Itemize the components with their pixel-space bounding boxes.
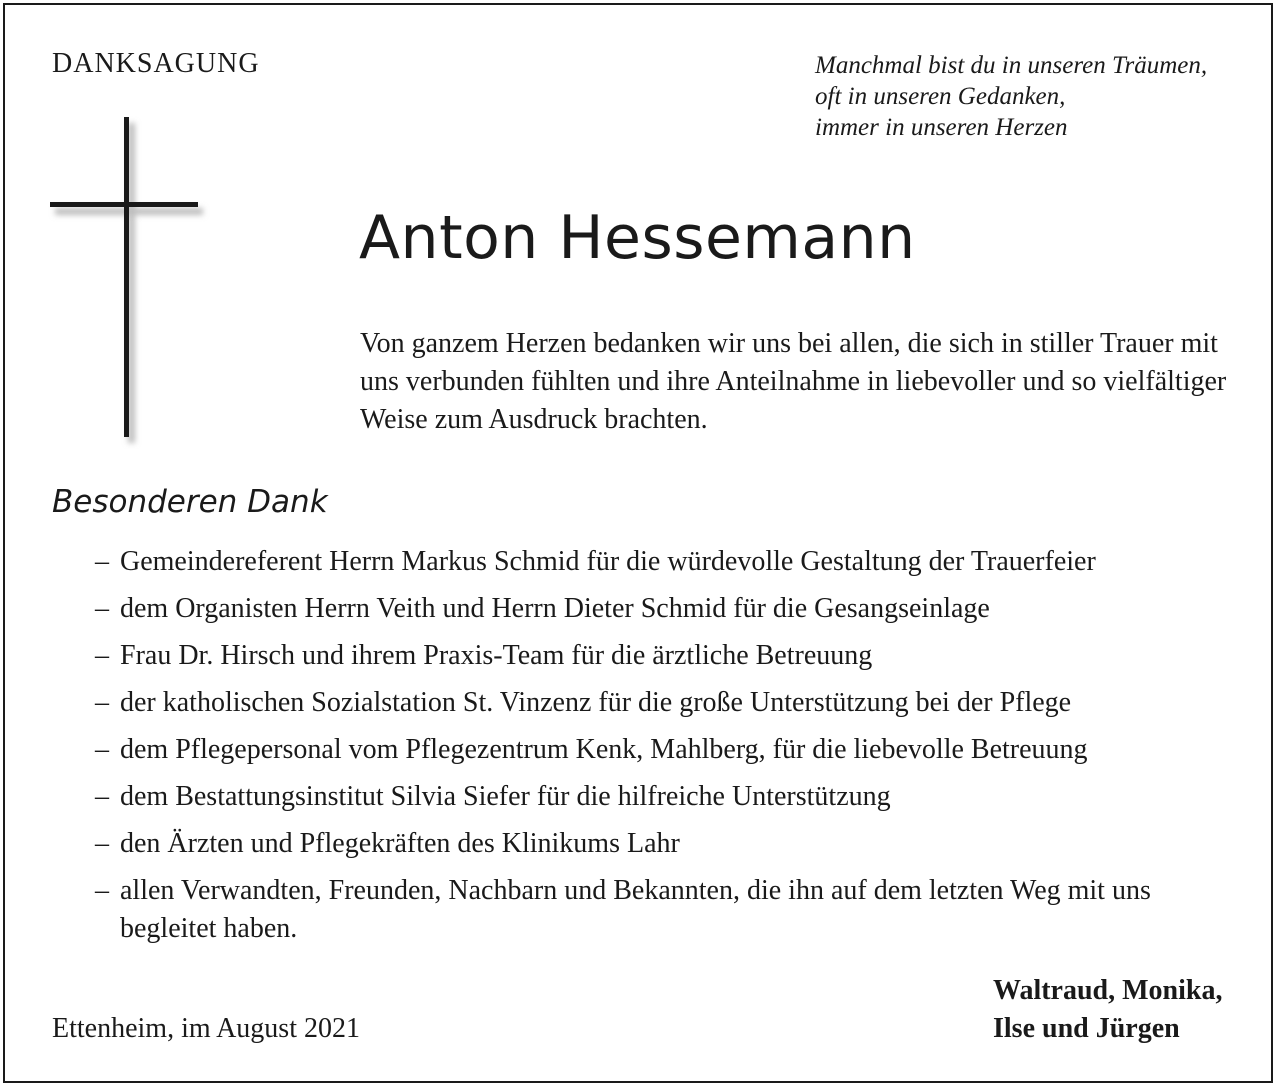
list-item-text: dem Pflegepersonal vom Pflegezentrum Kenk, Mahlberg, für die liebevolle Betreuung bbox=[120, 734, 1088, 765]
list-item-text: dem Organisten Herrn Veith und Herrn Dieter Schmid für die Gesangseinlage bbox=[120, 593, 990, 624]
list-item bbox=[95, 637, 1245, 675]
list-item bbox=[95, 543, 1245, 581]
list-item-text: dem Bestattungsinstitut Silvia Siefer für die hilfreiche Unterstützung bbox=[120, 781, 891, 812]
dash-marker: – bbox=[95, 687, 109, 718]
intro-text: Von ganzem Herzen bedanken wir uns bei allen, die sich in stiller Trauer mit uns verbunden fühlten und ihre Anteilnahme in liebevoller und so vielfältiger Weise zum Ausdruck brachten. bbox=[360, 328, 1227, 435]
list-item bbox=[95, 731, 1245, 769]
dash-marker: – bbox=[95, 593, 109, 624]
dash-marker: – bbox=[95, 875, 109, 906]
dash-marker: – bbox=[95, 828, 109, 859]
notice-label: DANKSAGUNG bbox=[52, 48, 260, 79]
list-item-text: den Ärzten und Pflegekräften des Klinikums Lahr bbox=[120, 828, 680, 859]
motto bbox=[815, 50, 1265, 143]
list-item bbox=[95, 872, 1245, 948]
dash-marker: – bbox=[95, 781, 109, 812]
dash-marker: – bbox=[95, 734, 109, 765]
list-item-text: allen Verwandten, Freunden, Nachbarn und Bekannten, die ihn auf dem letzten Weg mit uns begleitet haben. bbox=[120, 875, 1151, 944]
dash-marker: – bbox=[95, 546, 109, 577]
signatories bbox=[993, 972, 1222, 1048]
cross-icon bbox=[45, 109, 215, 449]
list-item bbox=[95, 590, 1245, 628]
list-item-text: Frau Dr. Hirsch und ihrem Praxis-Team für die ärztliche Betreuung bbox=[120, 640, 873, 671]
list-item-text: Gemeindereferent Herrn Markus Schmid für die würdevolle Gestaltung der Trauerfeier bbox=[120, 546, 1096, 577]
signatory-line: Ilse und Jürgen bbox=[993, 1013, 1180, 1044]
special-thanks-title: Besonderen Dank bbox=[52, 484, 328, 520]
place-date: Ettenheim, im August 2021 bbox=[52, 1013, 360, 1044]
list-item bbox=[95, 825, 1245, 863]
motto-line: oft in unseren Gedanken, bbox=[815, 83, 1066, 110]
list-item bbox=[95, 684, 1245, 722]
notice-frame bbox=[3, 3, 1273, 1083]
motto-line: Manchmal bist du in unseren Träumen, bbox=[815, 52, 1208, 79]
special-thanks-list bbox=[95, 543, 1245, 957]
signatory-line: Waltraud, Monika, bbox=[993, 975, 1223, 1006]
dash-marker: – bbox=[95, 640, 109, 671]
motto-line: immer in unseren Herzen bbox=[815, 114, 1068, 141]
list-item bbox=[95, 778, 1245, 816]
deceased-name: Anton Hessemann bbox=[359, 203, 916, 273]
list-item-text: der katholischen Sozialstation St. Vinzenz für die große Unterstützung bei der Pflege bbox=[120, 687, 1072, 718]
